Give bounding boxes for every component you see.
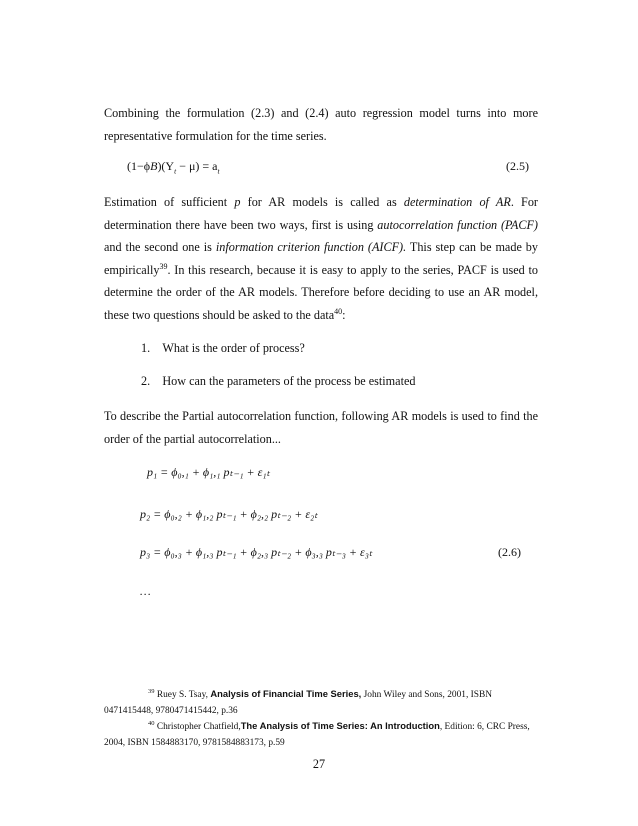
p2-italic: information criterion function (AICF). — [215, 240, 407, 254]
footnote-ref-40[interactable]: 40 — [334, 306, 343, 316]
eq25-phi: ϕ — [143, 159, 151, 173]
paragraph-intro-text: Combining the formulation (2.3) and (2.4) auto regression model turns into more representative formulation for the time series. — [104, 106, 538, 143]
footnote-40 — [104, 718, 538, 751]
equation-label-2-5: (2.5) — [506, 159, 529, 173]
p2-text: Estimation of sufficient — [104, 195, 235, 209]
footnote-title: Analysis of Financial Time Series, — [210, 688, 362, 699]
footnote-number: 40 — [148, 719, 155, 727]
paragraph-pacf-text: To describe the Partial autocorrelation function, following AR models is used to find the order of the partial autocorrelation... — [104, 409, 538, 446]
footnote-title: The Analysis of Time Series: An Introduction — [240, 720, 440, 731]
eq25-part: )(Y — [157, 159, 175, 173]
eq25-part: − μ) = a — [176, 159, 218, 173]
paragraph-pacf — [104, 405, 538, 450]
equation-p1: p₁ = ϕ₀,₁ + ϕ₁,₁ pₜ₋₁ + ε₁ₜ — [147, 465, 271, 479]
eq25-sub: t — [174, 166, 177, 176]
footnote-text: , Edition: 6, CRC Press, 2004, ISBN 1584883170, 9781584883173, p.59 — [104, 722, 530, 748]
p2-italic: autocorrelation function (PACF) — [377, 217, 538, 232]
p2-italic: p — [234, 195, 241, 209]
list-item: 2. How can the parameters of the process be estimated — [141, 374, 416, 388]
footnote-number: 39 — [148, 687, 155, 695]
paragraph-intro — [104, 102, 538, 147]
footnote-39 — [104, 686, 538, 719]
p2-text: . For determination there have been two ways, first is using — [104, 195, 538, 232]
footnote-text: Ruey S. Tsay, — [154, 690, 211, 700]
footnote-ref-39[interactable]: 39 — [159, 261, 168, 271]
equation-p2: p₂ = ϕ₀,₂ + ϕ₁,₂ pₜ₋₁ + ϕ₂,₂ pₜ₋₂ + ε₂ₜ — [140, 507, 318, 521]
equation-label-2-6: (2.6) — [498, 545, 521, 559]
footnote-text: Christopher Chatfield, — [154, 722, 241, 732]
equation-2-5 — [127, 159, 220, 175]
paragraph-estimation — [104, 191, 538, 326]
p2-text: for AR models is called as — [240, 195, 404, 209]
p2-text: This step can be made by empirically — [104, 240, 538, 277]
page-number: 27 — [312, 757, 326, 771]
p2-text: . In this research, because it is easy to apply to the series, PACF is used to determine the order of the AR models. Therefore before deciding to use an AR model, these two questions should be asked to the data — [104, 262, 538, 322]
p2-italic: determination of AR — [403, 195, 511, 209]
eq25-part: B — [150, 159, 158, 173]
p2-text: : — [342, 307, 346, 322]
list-item: 1. What is the order of process? — [141, 341, 305, 355]
eq25-part: (1− — [127, 159, 144, 173]
p2-text: and the second one is — [104, 240, 216, 254]
equation-ellipsis: … — [140, 584, 151, 598]
eq25-sub: t — [217, 166, 220, 176]
equation-p3: p₃ = ϕ₀,₃ + ϕ₁,₃ pₜ₋₁ + ϕ₂,₃ pₜ₋₂ + ϕ₃,₃ pₜ₋₃ + ε₃ₜ — [140, 545, 373, 559]
footnote-text: John Wiley and Sons, 2001, ISBN 0471415448, 9780471415442, p.36 — [104, 690, 493, 716]
